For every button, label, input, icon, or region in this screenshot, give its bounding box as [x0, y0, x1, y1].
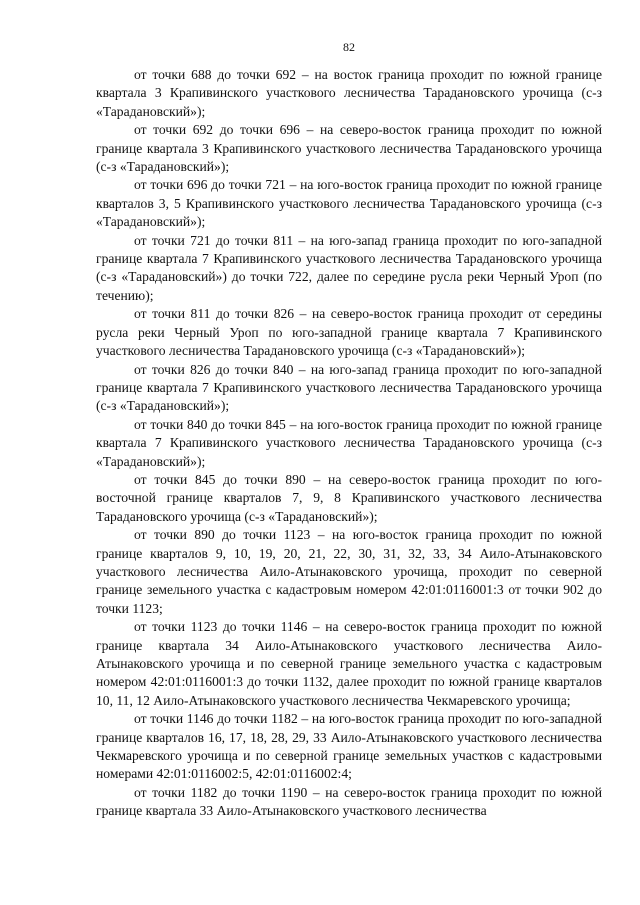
boundary-paragraph: от точки 890 до точки 1123 – на юго-восток граница проходит по южной границе кварталов 9, 10, 19, 20, 21, 22, 30, 31, 32, 33, 34 Аило-Атынаковского участкового лесничества Аило-Атынаковского урочища, проходит по северной границе земельного участка с кадастровым номером 42:01:0116001:3 от точки 902 до точки 1123; [96, 527, 602, 616]
page-number: 82 [343, 40, 355, 54]
document-body [96, 66, 602, 821]
boundary-paragraph: от точки 826 до точки 840 – на юго-запад граница проходит по юго-западной границе квартала 7 Крапивинского участкового лесничества Тарадановского урочища (с-з «Тарадановский»); [96, 361, 602, 414]
boundary-paragraph: от точки 811 до точки 826 – на северо-восток граница проходит от середины русла реки Черный Уроп по юго-западной границе квартала 7 Крапивинского участкового лесничества Тарадановского урочища (с-з «Тарадановский»); [96, 306, 602, 359]
boundary-paragraph: от точки 840 до точки 845 – на юго-восток граница проходит по южной границе квартала 7 Крапивинского участкового лесничества Тарадановского урочища (с-з «Тарадановский»); [96, 416, 602, 469]
boundary-paragraph: от точки 1123 до точки 1146 – на северо-восток граница проходит по южной границе квартала 34 Аило-Атынаковского участкового лесничества Аило-Атынаковского урочища и по северной границе земельного участка с кадастровым номером 42:01:0116001:3 до точки 1132, далее проходит по южной границе кварталов 10, 11, 12 Аило-Атынаковского участкового лесничества Чекмаревского урочища; [96, 619, 602, 708]
boundary-paragraph: от точки 721 до точки 811 – на юго-запад граница проходит по юго-западной границе квартала 7 Крапивинского участкового лесничества Тарадановского урочища (с-з «Тарадановский») до точки 722, далее по середине русла реки Черный Уроп (по течению); [96, 232, 602, 303]
boundary-paragraph: от точки 688 до точки 692 – на восток граница проходит по южной границе квартала 3 Крапивинского участкового лесничества Тарадановского урочища (с-з «Тарадановский»); [96, 67, 602, 119]
boundary-paragraph: от точки 696 до точки 721 – на юго-восток граница проходит по южной границе кварталов 3, 5 Крапивинского участкового лесничества Тарадановского урочища (с-з «Тарадановский»); [96, 177, 602, 230]
boundary-paragraph: от точки 692 до точки 696 – на северо-восток граница проходит по южной границе квартала 3 Крапивинского участкового лесничества Тарадановского урочища (с-з «Тарадановский»); [96, 122, 602, 175]
boundary-paragraph: от точки 1146 до точки 1182 – на юго-восток граница проходит по юго-западной границе кварталов 16, 17, 18, 28, 29, 33 Аило-Атынаковского участкового лесничества Чекмаревского урочища и по северной границе земельных участков с кадастровыми номерами 42:01:0116002:5, 42:01:0116002:4; [96, 711, 602, 782]
boundary-paragraph: от точки 845 до точки 890 – на северо-восток граница проходит по юго-восточной границе кварталов 7, 9, 8 Крапивинского участкового лесничества Тарадановского урочища (с-з «Тарадановский»); [96, 471, 602, 524]
boundary-paragraph: от точки 1182 до точки 1190 – на северо-восток граница проходит по южной границе квартала 33 Аило-Атынаковского участкового лесничества [96, 784, 602, 819]
